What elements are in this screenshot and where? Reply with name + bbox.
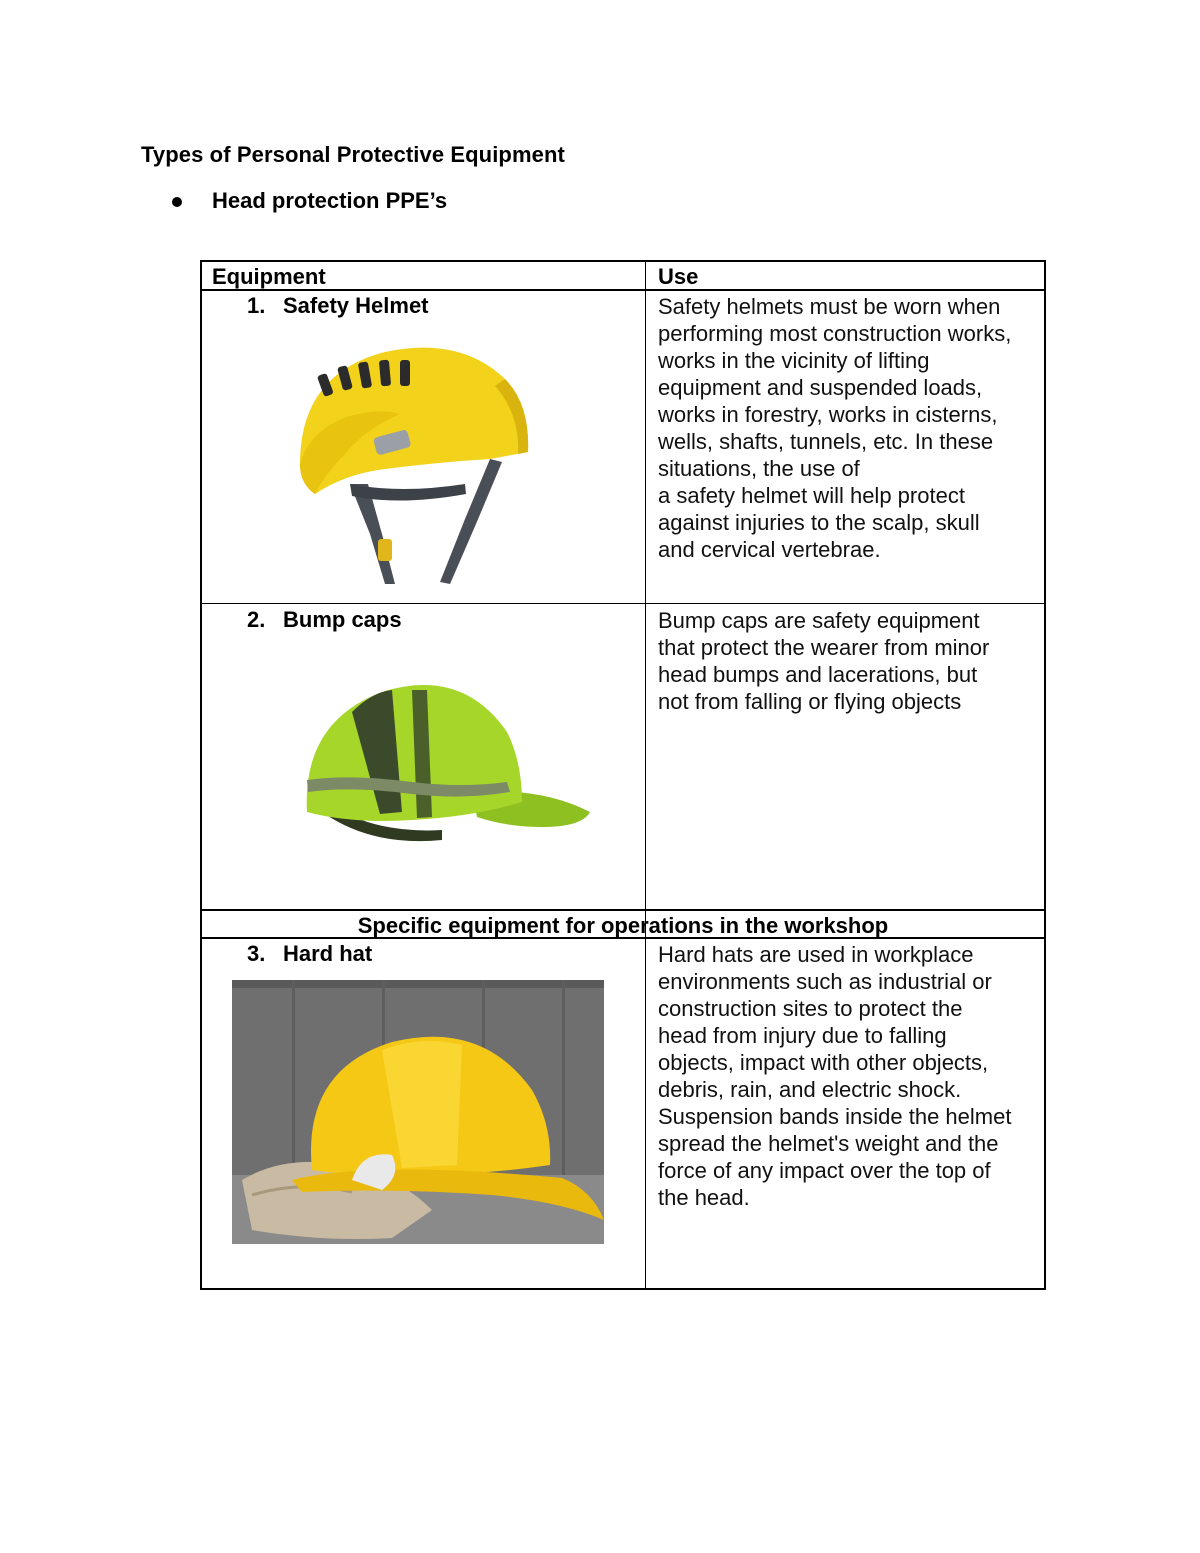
item-safety-helmet-label bbox=[247, 293, 429, 319]
use-bump-caps bbox=[658, 607, 1043, 715]
use-line: works in forestry, works in cisterns, bbox=[658, 402, 998, 427]
use-line: Hard hats are used in workplace bbox=[658, 942, 974, 967]
use-line: construction sites to protect the bbox=[658, 996, 963, 1021]
use-line: force of any impact over the top of bbox=[658, 1158, 991, 1183]
bump-cap-photo bbox=[292, 662, 592, 857]
header-use: Use bbox=[658, 264, 699, 289]
use-line: environments such as industrial or bbox=[658, 969, 992, 994]
use-line: not from falling or flying objects bbox=[658, 689, 962, 714]
bullet-text: Head protection PPE’s bbox=[212, 188, 448, 213]
use-line: against injuries to the scalp, skull bbox=[658, 510, 980, 535]
bullet-item bbox=[172, 188, 447, 214]
item-name: Hard hat bbox=[283, 941, 373, 966]
use-line: wells, shafts, tunnels, etc. In these bbox=[658, 429, 994, 454]
use-line: works in the vicinity of lifting bbox=[658, 348, 930, 373]
item-number: 3. bbox=[247, 941, 266, 966]
item-number: 2. bbox=[247, 607, 266, 632]
use-hard-hat bbox=[658, 941, 1043, 1211]
use-safety-helmet bbox=[658, 293, 1043, 563]
use-line: performing most construction works, bbox=[658, 321, 1012, 346]
use-line: spread the helmet's weight and the bbox=[658, 1131, 999, 1156]
use-line: head bumps and lacerations, but bbox=[658, 662, 978, 687]
use-line: the head. bbox=[658, 1185, 750, 1210]
use-line: objects, impact with other objects, bbox=[658, 1050, 989, 1075]
item-number: 1. bbox=[247, 293, 266, 318]
use-line: debris, rain, and electric shock. bbox=[658, 1077, 962, 1102]
section-heading: Specific equipment for operations in the workshop bbox=[357, 913, 889, 938]
header-equipment: Equipment bbox=[212, 264, 326, 289]
row-divider bbox=[202, 603, 1044, 604]
bullet-dot-icon bbox=[172, 197, 182, 207]
use-line: situations, the use of bbox=[658, 456, 860, 481]
item-bump-caps-label bbox=[247, 607, 402, 633]
item-name: Safety Helmet bbox=[283, 293, 429, 318]
use-line: a safety helmet will help protect bbox=[658, 483, 965, 508]
use-line: that protect the wearer from minor bbox=[658, 635, 990, 660]
column-divider bbox=[645, 262, 646, 1288]
item-hard-hat-label bbox=[247, 941, 372, 967]
use-line: Safety helmets must be worn when bbox=[658, 294, 1001, 319]
ppe-table bbox=[200, 260, 1046, 1290]
use-line: equipment and suspended loads, bbox=[658, 375, 983, 400]
header-rule bbox=[202, 289, 1044, 291]
item-name: Bump caps bbox=[283, 607, 402, 632]
hard-hat-photo bbox=[232, 980, 604, 1244]
document-title: Types of Personal Protective Equipment bbox=[141, 142, 565, 167]
use-line: and cervical vertebrae. bbox=[658, 537, 881, 562]
use-line: Bump caps are safety equipment bbox=[658, 608, 980, 633]
safety-helmet-photo bbox=[290, 334, 540, 589]
use-line: head from injury due to falling bbox=[658, 1023, 947, 1048]
use-line: Suspension bands inside the helmet bbox=[658, 1104, 1012, 1129]
section-rule-top bbox=[202, 909, 1044, 911]
